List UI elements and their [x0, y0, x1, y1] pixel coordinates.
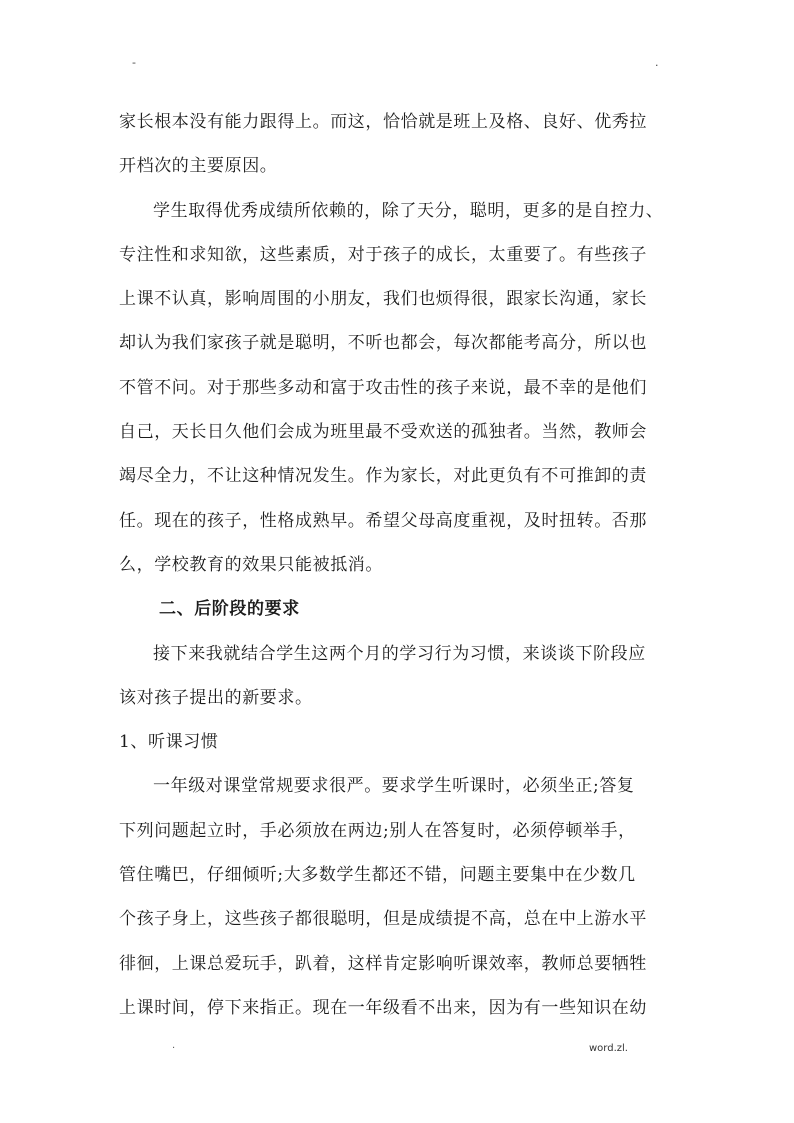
paragraph-line: 徘徊，上课总爱玩手，趴着，这样肯定影响听课效率，教师总要牺牲 — [119, 953, 647, 974]
paragraph-line: 下列问题起立时，手必须放在两边;别人在答复时，必须停顿举手， — [119, 820, 636, 841]
paragraph-line: 么，学校教育的效果只能被抵消。 — [119, 554, 383, 575]
paragraph-line: 家长根本没有能力跟得上。而这，恰恰就是班上及格、良好、优秀拉 — [119, 112, 647, 132]
paragraph-line: 上课时间，停下来指正。现在一年级看不出来，因为有一些知识在幼 — [119, 997, 647, 1018]
paragraph-line: 不管不问。对于那些多动和富于攻击性的孩子来说，最不幸的是他们 — [119, 377, 647, 398]
paragraph-line: 却认为我们家孩子就是聪明，不听也都会，每次都能考高分，所以也 — [119, 333, 647, 354]
paragraph-line: 上课不认真，影响周围的小朋友，我们也烦得很，跟家长沟通，家长 — [119, 289, 647, 310]
paragraph-line: 接下来我就结合学生这两个月的学习行为习惯，来谈谈下阶段应 — [153, 643, 646, 664]
paragraph-line: 自己，天长日久他们会成为班里最不受欢送的孤独者。当然，教师会 — [119, 422, 647, 443]
header-left-mark: - — [132, 56, 136, 69]
footer-left-mark: . — [172, 1040, 176, 1051]
paragraph-line: 开档次的主要原因。 — [119, 156, 278, 177]
paragraph-line: 该对孩子提出的新要求。 — [119, 687, 313, 708]
paragraph-line: 学生取得优秀成绩所依赖的，除了天分，聪明，更多的是自控力、 — [153, 200, 664, 221]
paragraph-line: 专注性和求知欲，这些素质，对于孩子的成长，太重要了。有些孩子 — [119, 244, 647, 265]
footer-watermark-text: word.zl. — [589, 1043, 628, 1054]
paragraph-line: 一年级对课堂常规要求很严。要求学生听课时，必须坐正;答复 — [153, 776, 635, 797]
paragraph-line: 个孩子身上，这些孩子都很聪明，但是成绩提不高，总在中上游水平 — [119, 909, 647, 930]
section-heading: 二、后阶段的要求 — [159, 599, 300, 620]
list-item-heading: 1、听课习惯 — [119, 732, 219, 753]
paragraph-line: 管住嘴巴，仔细倾听;大多数学生都还不错，问题主要集中在少数几 — [119, 865, 636, 886]
document-body — [119, 100, 679, 1030]
header-right-mark: . — [655, 56, 659, 69]
paragraph-line: 任。现在的孩子，性格成熟早。希望父母高度重视，及时扭转。否那 — [119, 510, 647, 531]
paragraph-line: 竭尽全力，不让这种情况发生。作为家长，对此更负有不可推卸的责 — [119, 466, 647, 487]
